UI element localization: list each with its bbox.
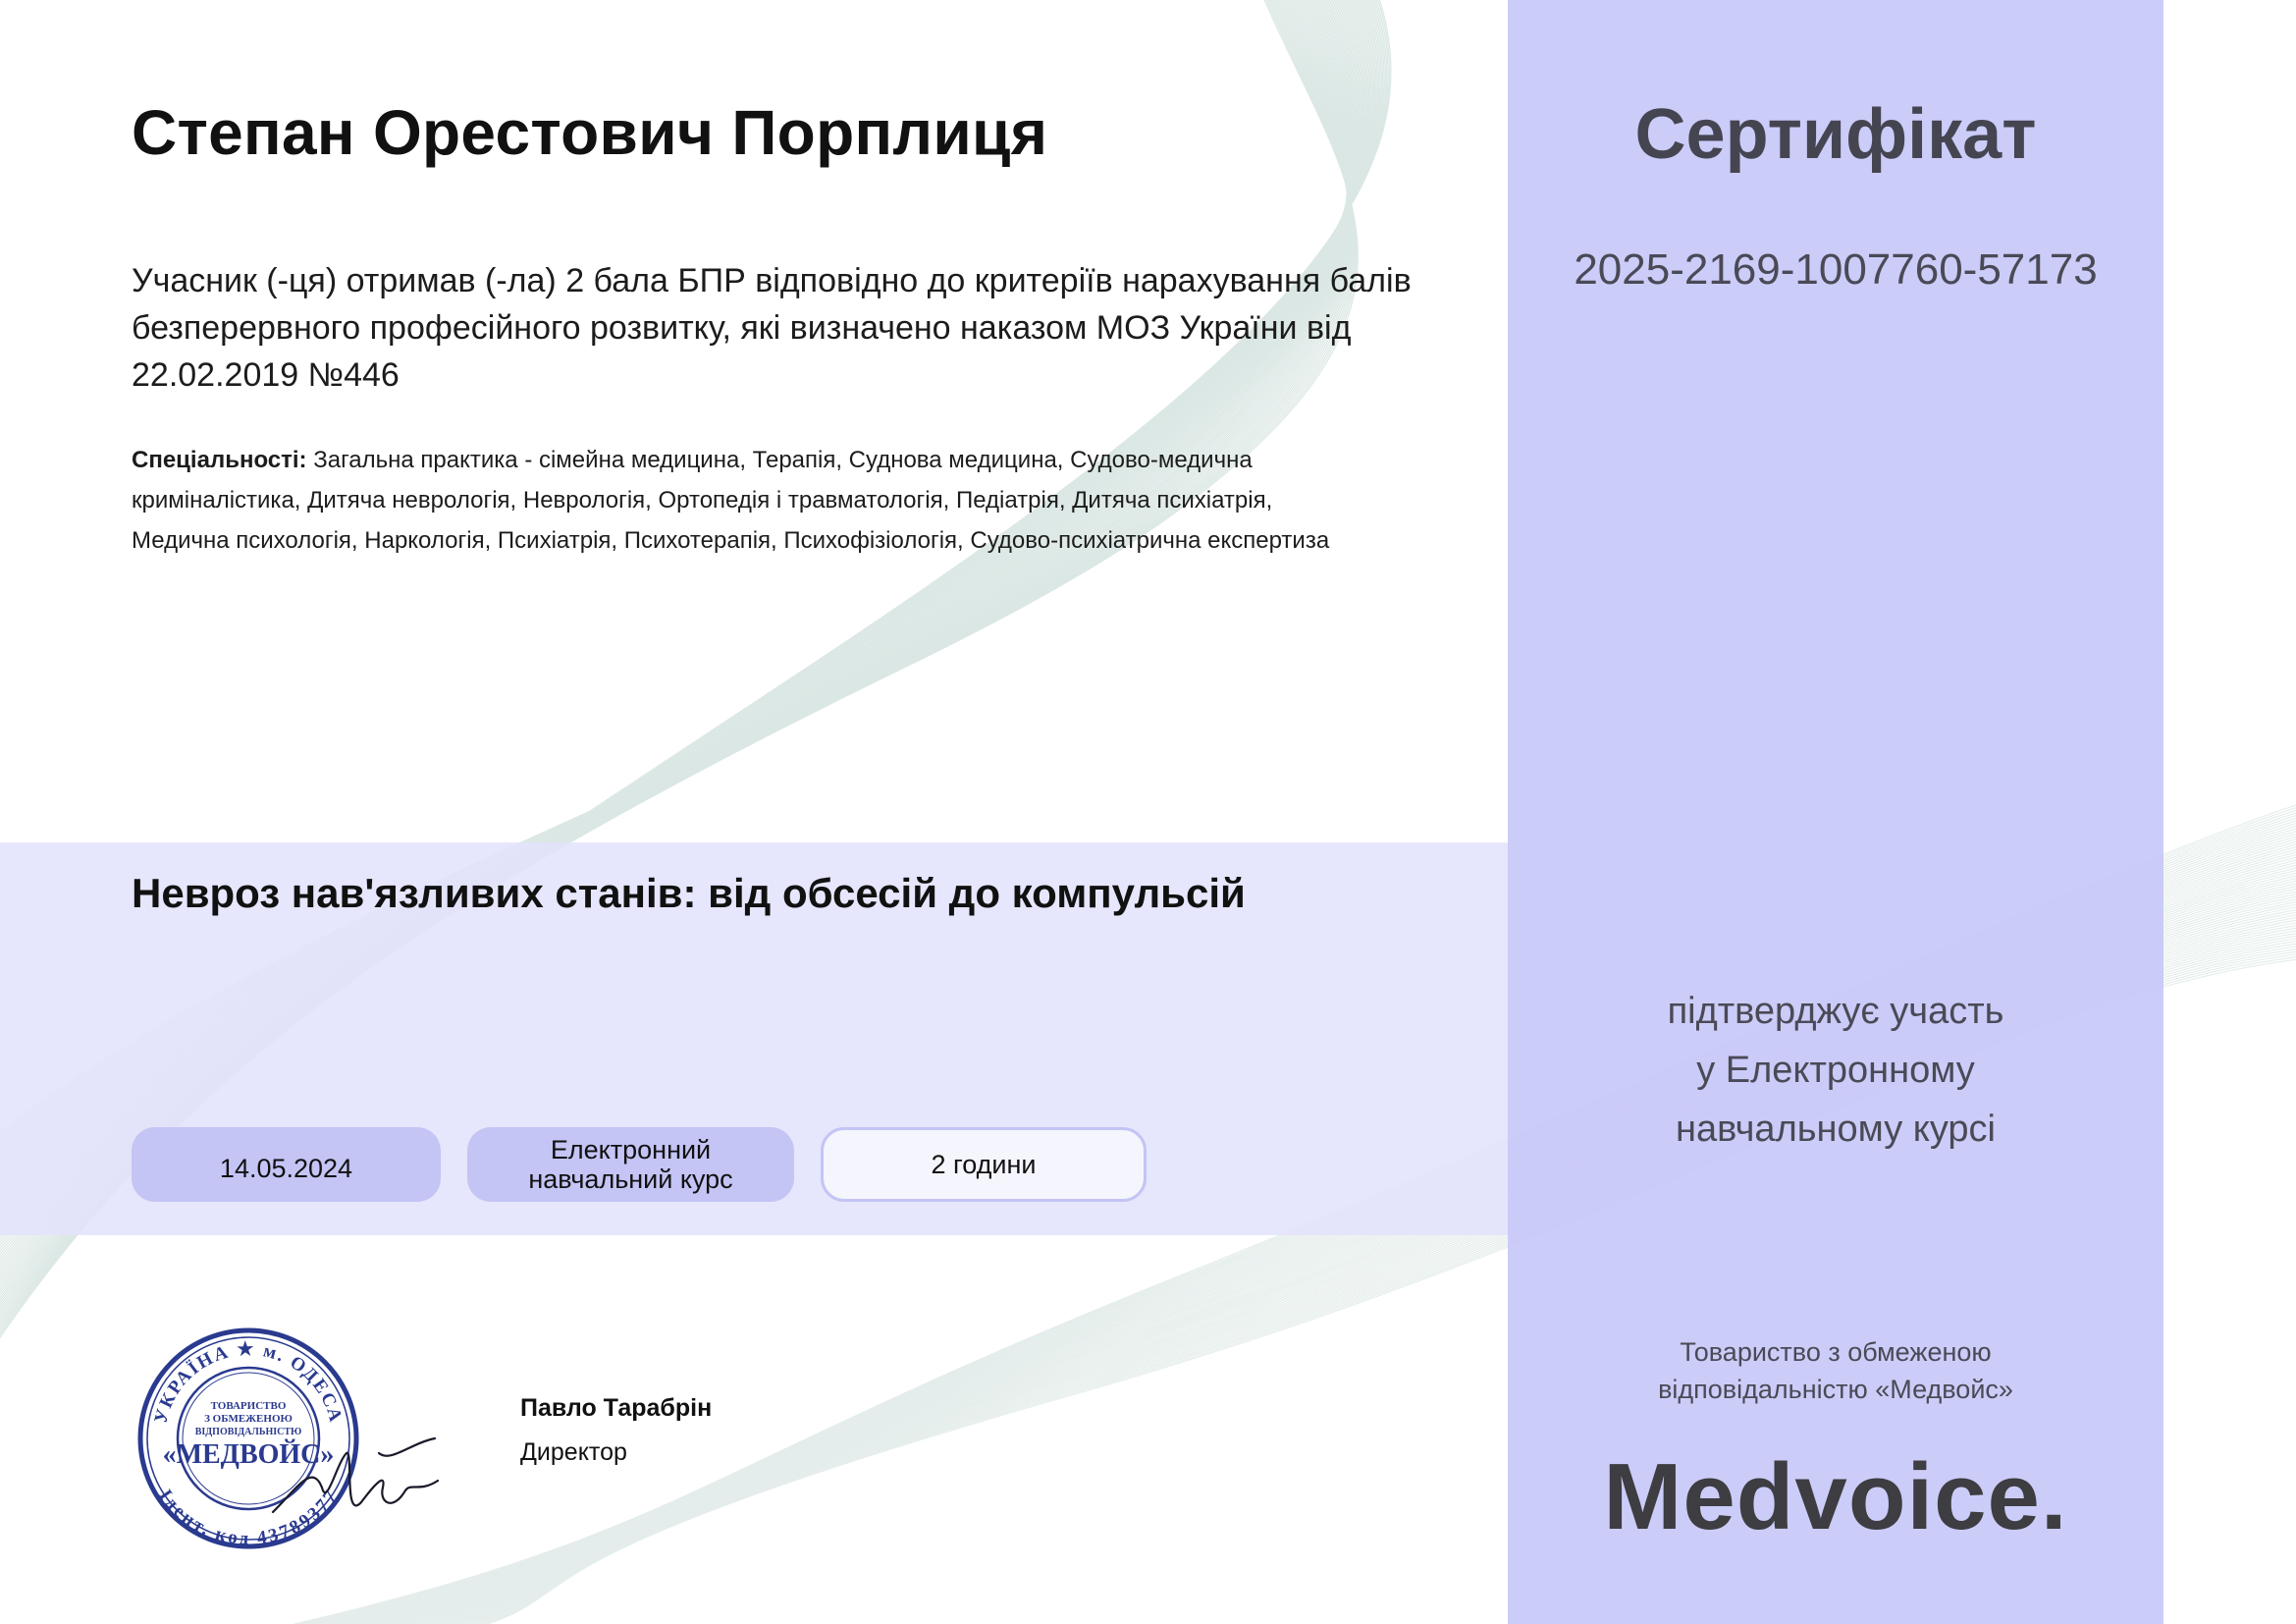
stamp-ring-bottom: Ідент. код 43789377 bbox=[154, 1486, 343, 1549]
medvoice-logo: Medvoice. bbox=[1603, 1444, 2068, 1549]
course-date-badge bbox=[132, 1127, 441, 1202]
course-hours: 2 години bbox=[931, 1150, 1037, 1179]
confirmation-line-3: навчальному курсі bbox=[1676, 1109, 1996, 1150]
svg-text:Ідент. код 43789377 bbox=[155, 1486, 343, 1548]
stamp-center-1: ТОВАРИСТВО bbox=[210, 1400, 287, 1412]
course-title: Невроз нав'язливих станів: від обсесій до компульсій bbox=[132, 870, 1246, 916]
course-date: 14.05.2024 bbox=[219, 1154, 353, 1183]
award-line-2: безперервного професійного розвитку, які визначено наказом МОЗ України від bbox=[132, 309, 1352, 347]
company-stamp bbox=[126, 1316, 450, 1561]
organization-name bbox=[1508, 1333, 2163, 1408]
award-line-3: 22.02.2019 №446 bbox=[132, 356, 400, 394]
award-line-1: Учасник (-ця) отримав (-ла) 2 бала БПР відповідно до критеріїв нарахування балів bbox=[132, 262, 1412, 299]
award-statement bbox=[132, 257, 1437, 399]
specialties-line-2: криміналістика, Дитяча неврологія, Неврологія, Ортопедія і травматологія, Педіатрія, Дитяча психіатрія, bbox=[132, 487, 1273, 514]
signatory-name: Павло Тарабрін bbox=[520, 1394, 713, 1422]
course-type-line-2: навчальний курс bbox=[528, 1164, 733, 1194]
certificate-heading: Сертифікат bbox=[1634, 95, 2037, 174]
participant-name: Степан Орестович Порплиця bbox=[132, 97, 1048, 168]
stamp-center-3: ВІДПОВІДАЛЬНІСТЮ bbox=[194, 1427, 302, 1437]
specialties-line-3: Медична психологія, Наркологія, Психіатрія, Психотерапія, Психофізіологія, Судово-психіатрична експертиза bbox=[132, 527, 1330, 554]
organization-line-1: Товариство з обмеженою bbox=[1680, 1337, 1992, 1367]
stamp-ring-top: УКРАЇНА ★ м. ОДЕСА bbox=[150, 1338, 347, 1426]
certificate-number: 2025-2169-1007760-57173 bbox=[1574, 245, 2098, 294]
organization-line-2: відповідальністю «Медвойс» bbox=[1658, 1375, 2013, 1404]
course-type-badge bbox=[467, 1127, 794, 1202]
stamp-center-name: «МЕДВОЙС» bbox=[162, 1439, 335, 1470]
course-type-line-1: Електронний bbox=[550, 1135, 712, 1164]
specialties-label: Спеціальності: bbox=[132, 447, 307, 473]
specialties-line-1: Загальна практика - сімейна медицина, Терапія, Суднова медицина, Судово-медична bbox=[313, 447, 1253, 473]
signatory-role: Директор bbox=[520, 1438, 627, 1466]
confirmation-line-2: у Електронному bbox=[1696, 1050, 1975, 1091]
confirmation-line-1: підтверджує участь bbox=[1667, 991, 2004, 1032]
confirmation-text bbox=[1508, 982, 2163, 1159]
specialties-list bbox=[132, 440, 1437, 561]
stamp-center-2: З ОБМЕЖЕНОЮ bbox=[204, 1413, 293, 1425]
course-type bbox=[528, 1135, 732, 1194]
course-hours-badge bbox=[821, 1127, 1147, 1202]
